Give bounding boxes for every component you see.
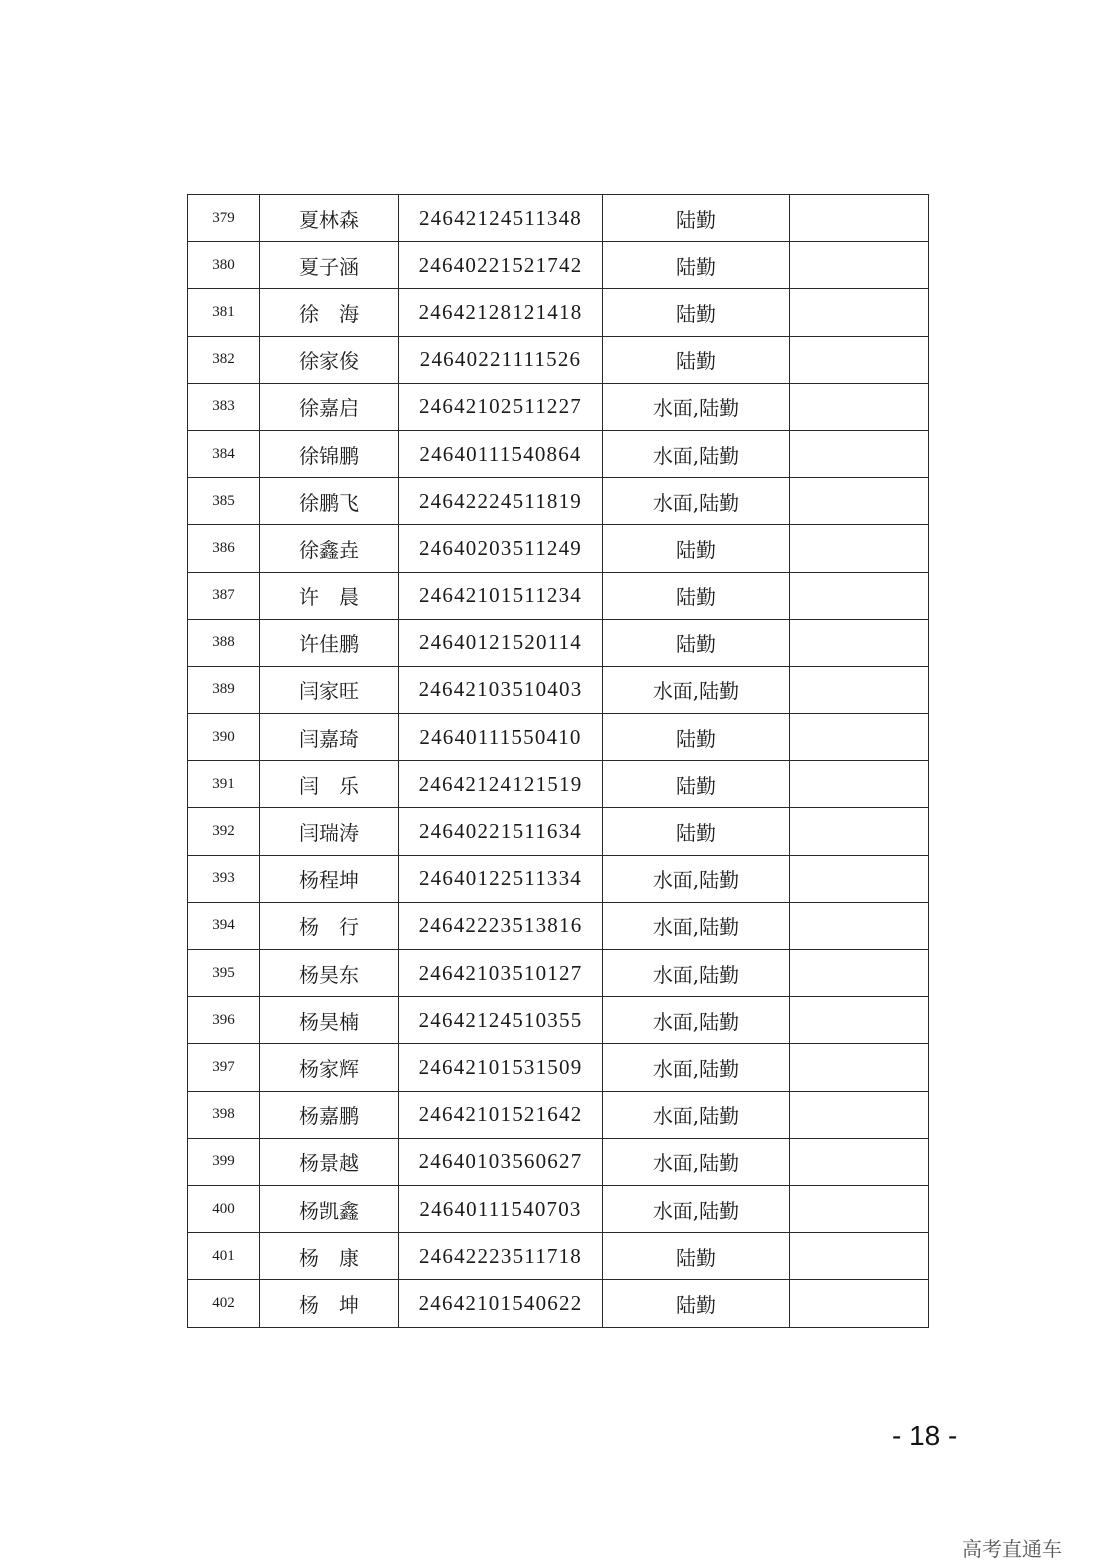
row-number-cell: 399 bbox=[188, 1138, 260, 1185]
category-cell: 陆勤 bbox=[603, 714, 790, 761]
row-number-cell: 387 bbox=[188, 572, 260, 619]
table-row bbox=[188, 1185, 929, 1232]
category-cell: 水面,陆勤 bbox=[603, 997, 790, 1044]
name-cell: 杨景越 bbox=[260, 1138, 399, 1185]
exam-id-cell: 24642124121519 bbox=[399, 761, 603, 808]
exam-id-cell: 24642224511819 bbox=[399, 478, 603, 525]
exam-id-cell: 24640221111526 bbox=[399, 336, 603, 383]
table-row bbox=[188, 336, 929, 383]
exam-id-cell: 24640122511334 bbox=[399, 855, 603, 902]
exam-id-cell: 24642101511234 bbox=[399, 572, 603, 619]
remarks-cell bbox=[790, 430, 929, 477]
name-cell: 闫 乐 bbox=[260, 761, 399, 808]
remarks-cell bbox=[790, 761, 929, 808]
exam-id-cell: 24642103510127 bbox=[399, 950, 603, 997]
category-cell: 水面,陆勤 bbox=[603, 666, 790, 713]
table-row bbox=[188, 1091, 929, 1138]
roster-table-body bbox=[188, 195, 929, 1328]
row-number-cell: 391 bbox=[188, 761, 260, 808]
row-number-cell: 395 bbox=[188, 950, 260, 997]
exam-id-cell: 24642103510403 bbox=[399, 666, 603, 713]
remarks-cell bbox=[790, 1233, 929, 1280]
category-cell: 陆勤 bbox=[603, 808, 790, 855]
exam-id-cell: 24640103560627 bbox=[399, 1138, 603, 1185]
exam-id-cell: 24640203511249 bbox=[399, 525, 603, 572]
name-cell: 徐 海 bbox=[260, 289, 399, 336]
category-cell: 陆勤 bbox=[603, 761, 790, 808]
category-cell: 水面,陆勤 bbox=[603, 950, 790, 997]
category-cell: 陆勤 bbox=[603, 1280, 790, 1327]
exam-id-cell: 24642101521642 bbox=[399, 1091, 603, 1138]
remarks-cell bbox=[790, 242, 929, 289]
remarks-cell bbox=[790, 1185, 929, 1232]
category-cell: 陆勤 bbox=[603, 336, 790, 383]
table-row bbox=[188, 383, 929, 430]
table-row bbox=[188, 195, 929, 242]
table-row bbox=[188, 430, 929, 477]
category-cell: 水面,陆勤 bbox=[603, 1091, 790, 1138]
row-number-cell: 398 bbox=[188, 1091, 260, 1138]
row-number-cell: 393 bbox=[188, 855, 260, 902]
exam-id-cell: 24640111540703 bbox=[399, 1185, 603, 1232]
row-number-cell: 384 bbox=[188, 430, 260, 477]
row-number-cell: 390 bbox=[188, 714, 260, 761]
name-cell: 杨凯鑫 bbox=[260, 1185, 399, 1232]
name-cell: 徐嘉启 bbox=[260, 383, 399, 430]
category-cell: 水面,陆勤 bbox=[603, 902, 790, 949]
category-cell: 水面,陆勤 bbox=[603, 478, 790, 525]
exam-id-cell: 24640111550410 bbox=[399, 714, 603, 761]
remarks-cell bbox=[790, 808, 929, 855]
remarks-cell bbox=[790, 619, 929, 666]
name-cell: 杨 行 bbox=[260, 902, 399, 949]
category-cell: 陆勤 bbox=[603, 1233, 790, 1280]
remarks-cell bbox=[790, 855, 929, 902]
row-number-cell: 379 bbox=[188, 195, 260, 242]
name-cell: 杨昊东 bbox=[260, 950, 399, 997]
row-number-cell: 392 bbox=[188, 808, 260, 855]
table-row bbox=[188, 1044, 929, 1091]
remarks-cell bbox=[790, 1280, 929, 1327]
table-row bbox=[188, 1280, 929, 1327]
watermark: 高考直通车 bbox=[962, 1537, 1062, 1561]
category-cell: 水面,陆勤 bbox=[603, 430, 790, 477]
exam-id-cell: 24640221511634 bbox=[399, 808, 603, 855]
roster-table bbox=[187, 194, 929, 1328]
table-row bbox=[188, 666, 929, 713]
name-cell: 夏子涵 bbox=[260, 242, 399, 289]
name-cell: 闫嘉琦 bbox=[260, 714, 399, 761]
table-row bbox=[188, 572, 929, 619]
category-cell: 陆勤 bbox=[603, 289, 790, 336]
exam-id-cell: 24640121520114 bbox=[399, 619, 603, 666]
row-number-cell: 394 bbox=[188, 902, 260, 949]
remarks-cell bbox=[790, 950, 929, 997]
table-row bbox=[188, 997, 929, 1044]
exam-id-cell: 24640111540864 bbox=[399, 430, 603, 477]
name-cell: 杨 坤 bbox=[260, 1280, 399, 1327]
remarks-cell bbox=[790, 1091, 929, 1138]
table-row bbox=[188, 714, 929, 761]
remarks-cell bbox=[790, 997, 929, 1044]
name-cell: 徐鑫垚 bbox=[260, 525, 399, 572]
row-number-cell: 400 bbox=[188, 1185, 260, 1232]
row-number-cell: 401 bbox=[188, 1233, 260, 1280]
name-cell: 许佳鹏 bbox=[260, 619, 399, 666]
exam-id-cell: 24642128121418 bbox=[399, 289, 603, 336]
row-number-cell: 389 bbox=[188, 666, 260, 713]
table-row bbox=[188, 619, 929, 666]
name-cell: 夏林森 bbox=[260, 195, 399, 242]
category-cell: 水面,陆勤 bbox=[603, 855, 790, 902]
exam-id-cell: 24642101540622 bbox=[399, 1280, 603, 1327]
remarks-cell bbox=[790, 666, 929, 713]
table-row bbox=[188, 525, 929, 572]
row-number-cell: 397 bbox=[188, 1044, 260, 1091]
exam-id-cell: 24642102511227 bbox=[399, 383, 603, 430]
category-cell: 陆勤 bbox=[603, 195, 790, 242]
table-row bbox=[188, 1138, 929, 1185]
table-row bbox=[188, 855, 929, 902]
table-row bbox=[188, 950, 929, 997]
remarks-cell bbox=[790, 289, 929, 336]
table-row bbox=[188, 761, 929, 808]
table-row bbox=[188, 808, 929, 855]
name-cell: 闫家旺 bbox=[260, 666, 399, 713]
row-number-cell: 382 bbox=[188, 336, 260, 383]
remarks-cell bbox=[790, 195, 929, 242]
table-row bbox=[188, 242, 929, 289]
name-cell: 杨 康 bbox=[260, 1233, 399, 1280]
table-row bbox=[188, 902, 929, 949]
remarks-cell bbox=[790, 336, 929, 383]
remarks-cell bbox=[790, 714, 929, 761]
name-cell: 杨昊楠 bbox=[260, 997, 399, 1044]
name-cell: 闫瑞涛 bbox=[260, 808, 399, 855]
category-cell: 陆勤 bbox=[603, 572, 790, 619]
exam-id-cell: 24642124510355 bbox=[399, 997, 603, 1044]
exam-id-cell: 24642101531509 bbox=[399, 1044, 603, 1091]
table-row bbox=[188, 1233, 929, 1280]
remarks-cell bbox=[790, 1044, 929, 1091]
row-number-cell: 386 bbox=[188, 525, 260, 572]
table-row bbox=[188, 478, 929, 525]
remarks-cell bbox=[790, 1138, 929, 1185]
name-cell: 徐锦鹏 bbox=[260, 430, 399, 477]
row-number-cell: 396 bbox=[188, 997, 260, 1044]
category-cell: 陆勤 bbox=[603, 619, 790, 666]
name-cell: 杨家辉 bbox=[260, 1044, 399, 1091]
remarks-cell bbox=[790, 478, 929, 525]
exam-id-cell: 24642124511348 bbox=[399, 195, 603, 242]
category-cell: 水面,陆勤 bbox=[603, 383, 790, 430]
category-cell: 水面,陆勤 bbox=[603, 1185, 790, 1232]
name-cell: 许 晨 bbox=[260, 572, 399, 619]
remarks-cell bbox=[790, 525, 929, 572]
exam-id-cell: 24640221521742 bbox=[399, 242, 603, 289]
name-cell: 徐鹏飞 bbox=[260, 478, 399, 525]
category-cell: 陆勤 bbox=[603, 525, 790, 572]
name-cell: 徐家俊 bbox=[260, 336, 399, 383]
row-number-cell: 383 bbox=[188, 383, 260, 430]
remarks-cell bbox=[790, 902, 929, 949]
remarks-cell bbox=[790, 383, 929, 430]
exam-id-cell: 24642223513816 bbox=[399, 902, 603, 949]
remarks-cell bbox=[790, 572, 929, 619]
row-number-cell: 380 bbox=[188, 242, 260, 289]
row-number-cell: 381 bbox=[188, 289, 260, 336]
row-number-cell: 388 bbox=[188, 619, 260, 666]
exam-id-cell: 24642223511718 bbox=[399, 1233, 603, 1280]
row-number-cell: 402 bbox=[188, 1280, 260, 1327]
name-cell: 杨程坤 bbox=[260, 855, 399, 902]
category-cell: 水面,陆勤 bbox=[603, 1044, 790, 1091]
row-number-cell: 385 bbox=[188, 478, 260, 525]
name-cell: 杨嘉鹏 bbox=[260, 1091, 399, 1138]
category-cell: 水面,陆勤 bbox=[603, 1138, 790, 1185]
category-cell: 陆勤 bbox=[603, 242, 790, 289]
table-row bbox=[188, 289, 929, 336]
page-number: - 18 - bbox=[892, 1420, 958, 1451]
